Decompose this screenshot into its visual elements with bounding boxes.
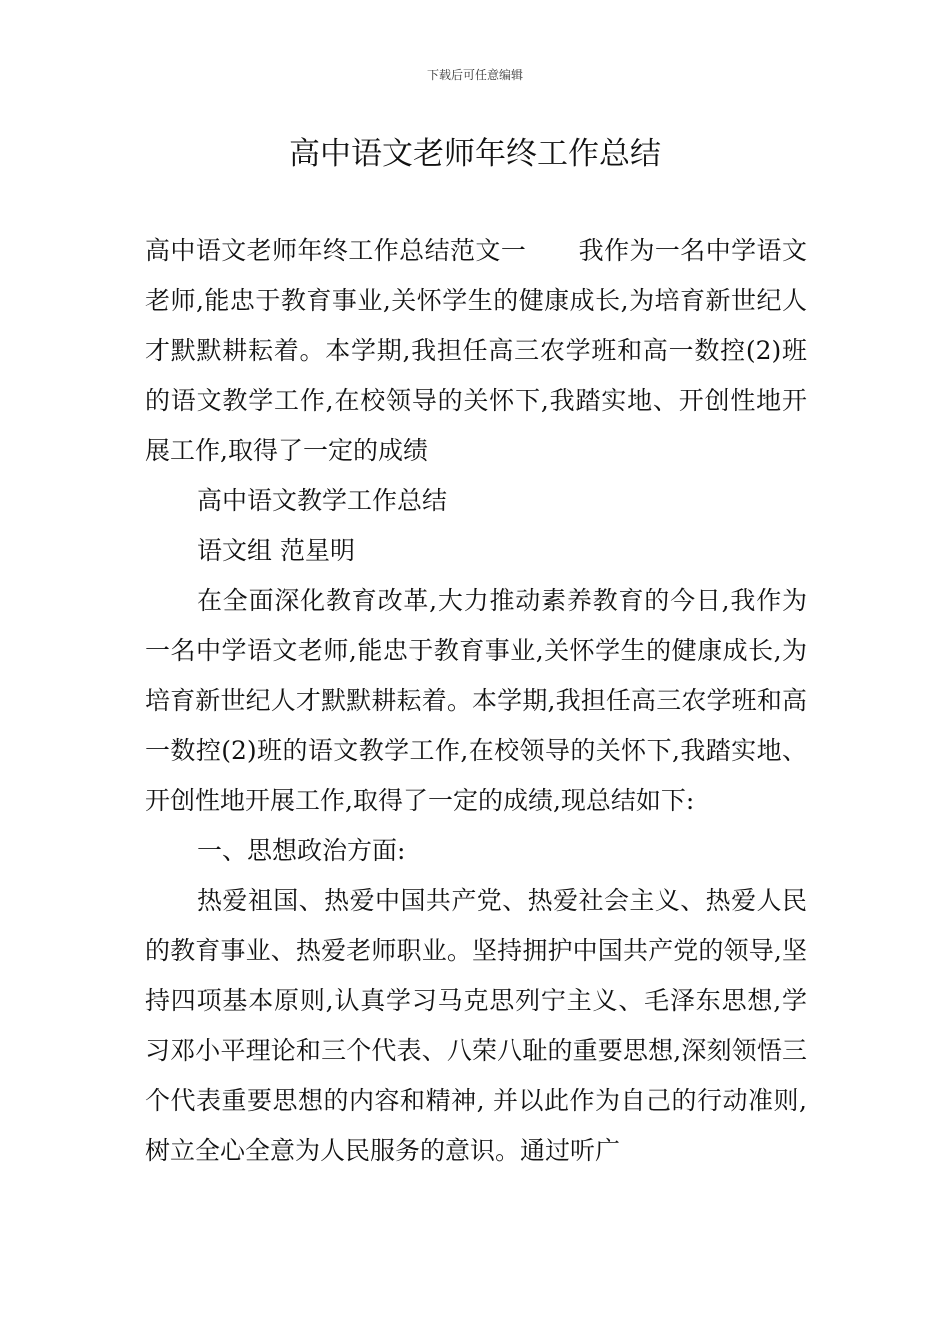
intro-lead: 高中语文老师年终工作总结范文一: [145, 236, 527, 265]
section-heading: 一、思想政治方面:: [197, 836, 406, 865]
section-title: 高中语文教学工作总结: [197, 486, 448, 515]
body-paragraph: 在全面深化教育改革,大力推动素养教育的今日,我作为一名中学语文老师,能忠于教育事业,关怀学生的健康成长,为培育新世纪人才默默耕耘着。本学期,我担任高三农学班和高一数控(2)班的语文教学工作,在校领导的关怀下,我踏实地、开创性地开展工作,取得了一定的成绩,现总结如下:: [145, 586, 807, 815]
document-body: [145, 226, 807, 1176]
author-line: 语文组 范星明: [197, 536, 355, 565]
header-note: 下载后可任意编辑: [426, 68, 523, 82]
document-title: 高中语文老师年终工作总结: [289, 136, 661, 172]
body-paragraph: 热爱祖国、热爱中国共产党、热爱社会主义、热爱人民的教育事业、热爱老师职业。坚持拥护中国共产党的领导,坚持四项基本原则,认真学习马克思列宁主义、毛泽东思想,学习邓小平理论和三个代表、八荣八耻的重要思想,深刻领悟三个代表重要思想的内容和精神, 并以此作为自己的行动准则,树立全心全意为人民服务的意识。通过听广: [145, 886, 807, 1165]
intro-paragraph: [145, 226, 807, 476]
intro-text: 我作为一名中学语文老师,能忠于教育事业,关怀学生的健康成长,为培育新世纪人才默默耕耘着。本学期,我担任高三农学班和高一数控(2)班的语文教学工作,在校领导的关怀下,我踏实地、开创性地开展工作,取得了一定的成绩: [145, 236, 807, 465]
